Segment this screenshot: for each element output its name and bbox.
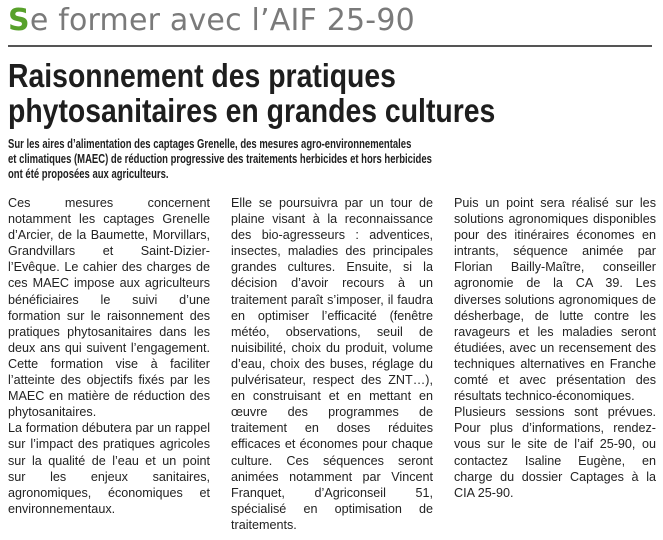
lead-line-2: et climatiques (MAEC) de réduction progressive des traitements herbicides et hors herbicides <box>8 152 432 166</box>
section-header-text: e former avec l’AIF 25-90 <box>29 3 415 38</box>
article-lead <box>8 137 498 182</box>
column-2-paragraph-1: Elle se poursuivra par un tour de plaine visant à la reconnaissance des bio-agresseurs : adventices, insectes, maladies des principales grandes cultures. Ensuite, si la décision d’avoir recours à un traitement paraît s’imposer, il faudra en optimiser l’efficacité (fenêtre météo, observations, seuil de nuisibilité, choix du produit, volume d’eau, choix des buses, réglage du pulvérisateur, respect des ZNT…), en construisant et en mettant en œuvre des programmes de traitement en doses réduites efficaces et économes pour chaque culture. Ces séquences seront animées notamment par Vincent Franquet, d’Agriconseil 51, spécialisé en optimisation de traitements. <box>231 196 433 532</box>
header-divider <box>8 45 652 47</box>
article-headline <box>8 58 563 128</box>
article-column-3 <box>454 195 656 501</box>
headline-line-2: phytosanitaires en grandes cultures <box>8 92 496 129</box>
headline-line-1: Raisonnement des pratiques <box>8 57 396 94</box>
column-3-paragraph-2: Plusieurs sessions sont prévues. Pour plus d’informations, rendez-vous sur le site de l’aif 25-90, ou contactez Isaline Eugène, en charge du dossier Captages à la CIA 25-90. <box>454 405 656 500</box>
section-header-initial: S <box>8 3 30 38</box>
article-column-1 <box>8 195 210 517</box>
lead-line-3: ont été proposées aux agriculteurs. <box>8 167 169 181</box>
section-header <box>8 3 653 39</box>
column-3-paragraph-1: Puis un point sera réalisé sur les solutions agronomiques disponibles pour des itinéraires économes en intrants, séquence animée par Florian Bailly-Maître, conseiller agronomie de la CA 39. Les diverses solutions agronomiques de désherbage, de lutte contre les ravageurs et les maladies seront étudiées, avec un recensement des techniques alternatives en Franche comté et avec présentation des résultats technico-économiques. <box>454 196 656 404</box>
lead-line-1: Sur les aires d’alimentation des captages Grenelle, des mesures agro-environnementales <box>8 137 412 151</box>
column-1-paragraph-2: La formation débutera par un rappel sur l’impact des pratiques agricoles sur la qualité de l’eau et un point sur les enjeux sanitaires, agronomiques, économiques et environnementaux. <box>8 421 210 516</box>
column-1-paragraph-1: Ces mesures concernent notamment les captages Grenelle d’Arcier, de la Baumette, Morvillars, Grandvillars et Saint-Dizier-l’Evêque. Le cahier des charges de ces MAEC impose aux agriculteurs bénéficiaires le suivi d’une formation sur le raisonnement des pratiques phytosanitaires dans les deux ans qui suivent l’engagement. Cette formation vise à faciliter l’atteinte des objectifs fixés par les MAEC en matière de réduction des phytosanitaires. <box>8 196 210 420</box>
article-column-2 <box>231 195 433 533</box>
